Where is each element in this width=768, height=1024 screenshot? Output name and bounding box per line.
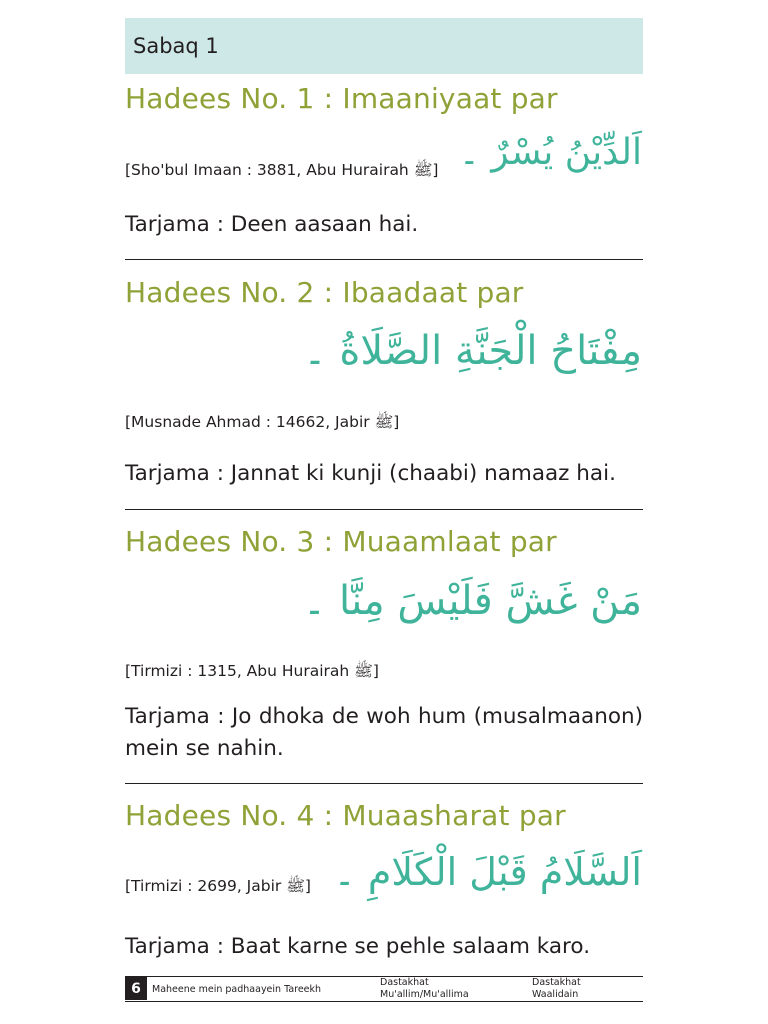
hadith-3-reference: [Tirmizi : 1315, Abu Hurairah ﷺ] bbox=[125, 662, 379, 680]
hadith-1-reference: [Sho'bul Imaan : 3881, Abu Hurairah ﷺ] bbox=[125, 161, 439, 179]
hadith-2-reference: [Musnade Ahmad : 14662, Jabir ﷺ] bbox=[125, 413, 400, 431]
divider bbox=[125, 259, 643, 260]
hadith-4-heading: Hadees No. 4 : Muaasharat par bbox=[125, 799, 566, 832]
hadith-3-heading: Hadees No. 3 : Muaamlaat par bbox=[125, 525, 557, 558]
hadith-2-heading: Hadees No. 2 : Ibaadaat par bbox=[125, 276, 524, 309]
lesson-title: Sabaq 1 bbox=[133, 34, 219, 58]
hadith-1-heading: Hadees No. 1 : Imaaniyaat par bbox=[125, 82, 558, 115]
hadith-4-arabic: اَلسَّلَامُ قَبْلَ الْكَلَامِ ۔ bbox=[333, 850, 642, 894]
hadith-2-arabic: مِفْتَاحُ الْجَنَّةِ الصَّلَاةُ ۔ bbox=[303, 328, 642, 374]
teacher-signature-label-1: Dastakhat bbox=[380, 977, 429, 988]
lesson-title-banner bbox=[125, 18, 643, 74]
hadith-3-translation: Tarjama : Jo dhoka de woh hum (musalmaanon) mein se nahin. bbox=[125, 704, 643, 761]
hadith-1-arabic: اَلدِّيْنُ يُسْرٌ ۔ bbox=[458, 132, 642, 173]
divider bbox=[125, 509, 643, 510]
parents-signature-label-2: Waalidain bbox=[532, 989, 579, 1000]
footer-month-date-label: Maheene mein padhaayein Tareekh bbox=[152, 984, 322, 995]
hadith-4-translation: Tarjama : Baat karne se pehle salaam karo. bbox=[125, 934, 591, 959]
teacher-signature-label-2: Mu'allim/Mu'allima bbox=[380, 989, 469, 1000]
hadith-4-reference: [Tirmizi : 2699, Jabir ﷺ] bbox=[125, 877, 311, 895]
hadith-3-arabic: مَنْ غَشَّ فَلَيْسَ مِنَّا ۔ bbox=[302, 578, 642, 624]
divider bbox=[125, 783, 643, 784]
parents-signature-label-1: Dastakhat bbox=[532, 977, 581, 988]
page-number: 6 bbox=[125, 977, 147, 1000]
hadith-1-translation: Tarjama : Deen aasaan hai. bbox=[125, 212, 419, 237]
hadith-2-translation: Tarjama : Jannat ki kunji (chaabi) namaaz hai. bbox=[125, 461, 616, 486]
